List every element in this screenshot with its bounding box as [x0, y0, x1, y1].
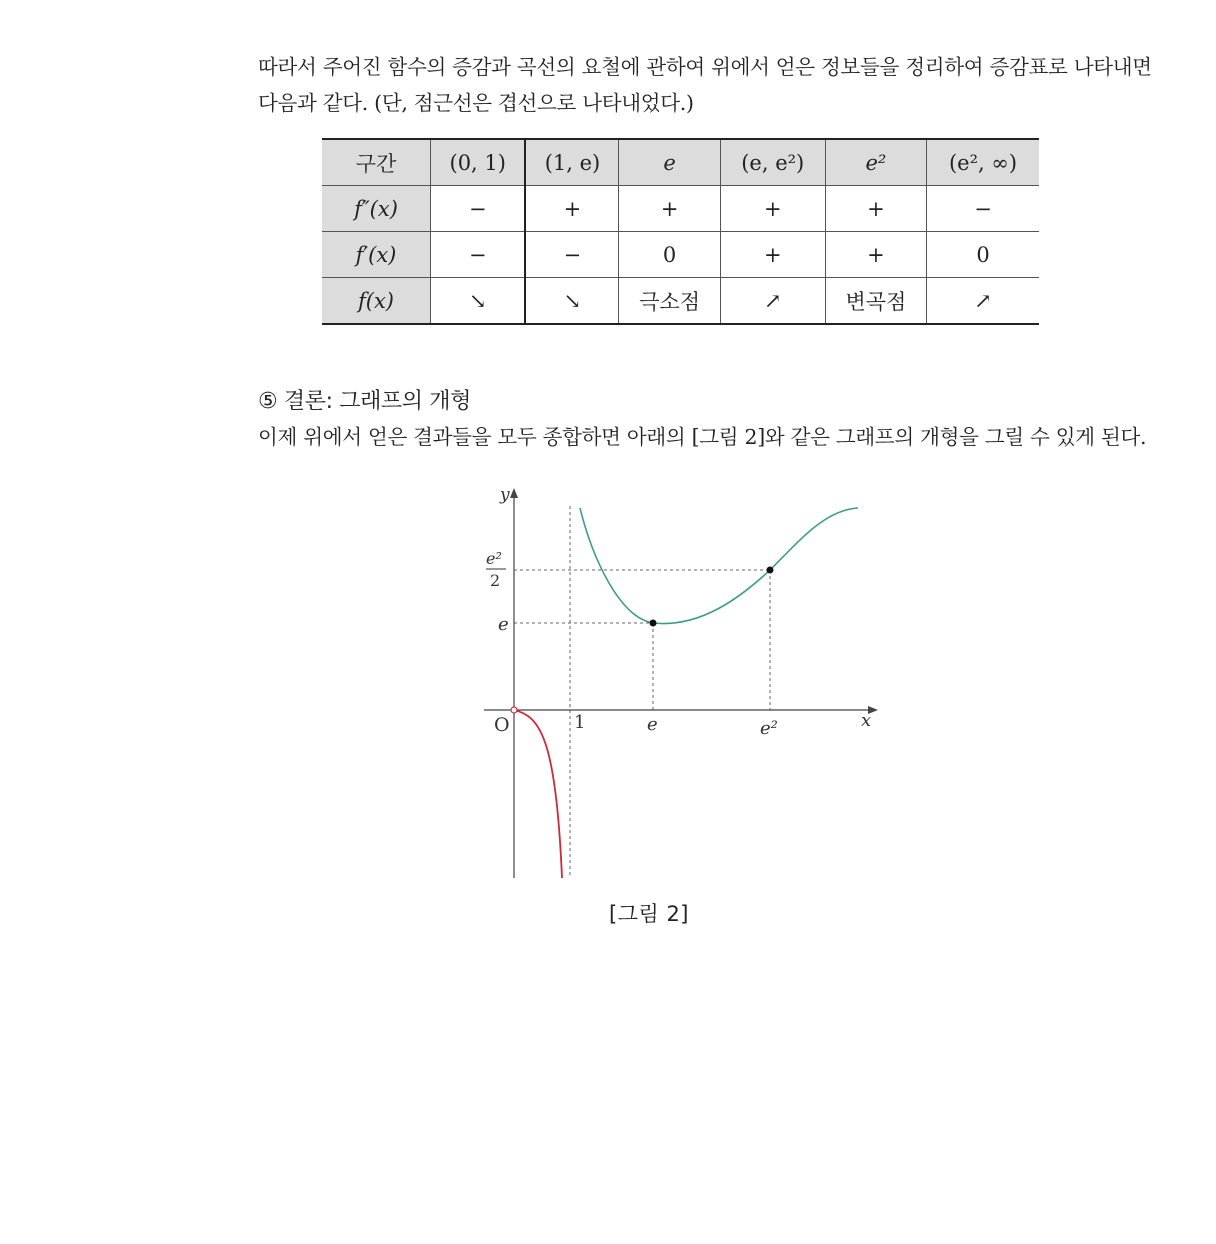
table-cell: 극소점 [619, 278, 720, 325]
table-cell: + [720, 186, 825, 232]
section-body: 이제 위에서 얻은 결과들을 모두 종합하면 아래의 [그림 2]와 같은 그래프의 개형을 그릴 수 있게 된다. [258, 425, 1147, 449]
table-cell: + [825, 186, 926, 232]
section-heading: ⑤ 결론: 그래프의 개형 [258, 389, 471, 414]
table-cell: + [619, 186, 720, 232]
row-label: f″(x) [322, 186, 431, 232]
table-cell: 0 [619, 232, 720, 278]
x-tick-e: e [647, 714, 658, 735]
interval-cell: e [619, 139, 720, 186]
origin-label: O [494, 714, 510, 736]
increase-decrease-table [322, 138, 1039, 325]
interval-cell: (e, e²) [720, 139, 825, 186]
interval-cell: e² [825, 139, 926, 186]
interval-cell: (0, 1) [431, 139, 526, 186]
curve-left-branch [514, 710, 562, 878]
x-axis-label: x [861, 710, 872, 731]
table-header-label: 구간 [322, 139, 431, 186]
interval-cell: (e², ∞) [927, 139, 1039, 186]
table-cell: − [431, 186, 526, 232]
x-tick-e2: e² [760, 718, 778, 739]
table-header-row [322, 139, 1039, 186]
arrow-down-icon: ↘ [525, 278, 618, 325]
y-axis-arrow-icon [510, 488, 518, 498]
table-cell: + [525, 186, 618, 232]
table-cell: − [431, 232, 526, 278]
table-row [322, 186, 1039, 232]
table-row [322, 232, 1039, 278]
table-cell: − [927, 186, 1039, 232]
row-label: f′(x) [322, 232, 431, 278]
y-axis-label: y [500, 485, 510, 505]
table-cell: − [525, 232, 618, 278]
table-cell: 변곡점 [825, 278, 926, 325]
table-row [322, 278, 1039, 325]
interval-cell: (1, e) [525, 139, 618, 186]
x-tick-1: 1 [574, 712, 586, 733]
inflection-point [767, 567, 774, 574]
row-label: f(x) [322, 278, 431, 325]
arrow-down-icon: ↘ [431, 278, 526, 325]
local-min-point [650, 620, 657, 627]
arrow-up-icon: ↗ [720, 278, 825, 325]
intro-line-2: 다음과 같다. (단, 점근선은 겹선으로 나타내었다.) [258, 91, 694, 115]
y-tick-frac-denominator: 2 [490, 571, 501, 590]
origin-open-point [511, 707, 517, 713]
figure-caption: [그림 2] [609, 902, 689, 926]
table-cell: + [720, 232, 825, 278]
table-cell: 0 [927, 232, 1039, 278]
function-graph [470, 478, 890, 888]
y-tick-e: e [498, 614, 509, 635]
table-cell: + [825, 232, 926, 278]
curve-right-branch [580, 508, 858, 624]
y-tick-frac-numerator: e² [486, 549, 502, 568]
intro-line-1: 따라서 주어진 함수의 증감과 곡선의 요철에 관하여 위에서 얻은 정보들을 정리하여 증감표로 나타내면 [258, 55, 1152, 79]
arrow-up-icon: ↗ [927, 278, 1039, 325]
